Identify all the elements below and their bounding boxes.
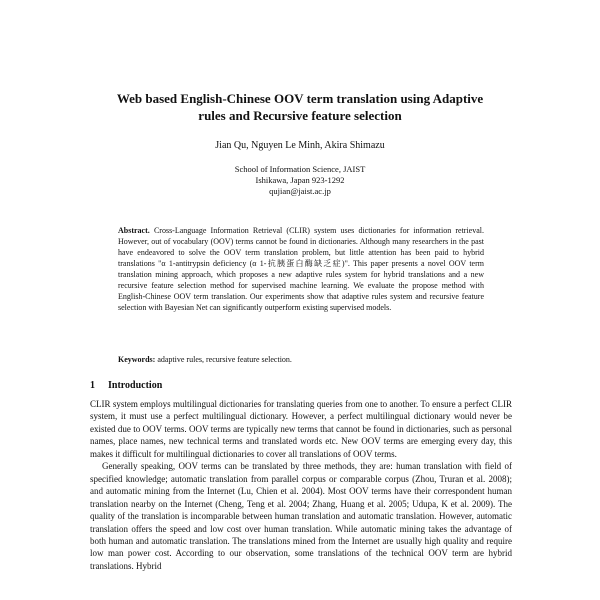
affiliation-school: School of Information Science, JAIST	[234, 164, 366, 174]
section-heading	[90, 380, 162, 391]
title-line-1: Web based English-Chinese OOV term translation using Adaptive	[116, 91, 484, 106]
section-title: Introduction	[108, 380, 163, 391]
keywords-label: Keywords:	[118, 355, 156, 364]
affiliation-address: Ishikawa, Japan 923-1292	[255, 175, 345, 185]
abstract	[118, 225, 484, 313]
section-number: 1	[90, 380, 95, 391]
keywords	[118, 354, 484, 365]
paragraph: CLIR system employs multilingual dictionaries for translating queries from one to another. To ensure a perfect CLIR system, it must use a perfect multilingual dictionary. However, a perfect multilingual dictionary would never be existed due to OOV terms. OOV terms are typically new terms that cannot be found in dictionaries, such as personal names, place names, new technical terms and translated words etc. New OOV terms are emerging every day, this makes it difficult for multilingual dictionaries to cover all translations of OOV terms.	[90, 399, 512, 459]
author-list: Jian Qu, Nguyen Le Minh, Akira Shimazu	[215, 140, 385, 151]
affiliation	[60, 164, 540, 197]
paper-title	[60, 90, 540, 124]
affiliation-email: qujian@jaist.ac.jp	[269, 186, 331, 196]
abstract-label: Abstract.	[118, 226, 150, 235]
keywords-text: adaptive rules, recursive feature selection.	[157, 355, 292, 364]
title-line-2: rules and Recursive feature selection	[198, 108, 402, 123]
section-body	[90, 398, 512, 572]
paragraph: Generally speaking, OOV terms can be translated by three methods, they are: human translation with field of specified knowledge; automatic translation from parallel corpus or comparable corpus (Zhou, Truran et al. 2008); and automatic mining from the Internet (Lu, Chien et al. 2004). Most OOV terms have their correspondent human translation nearby on the Internet (Cheng, Teng et al. 2004; Zhang, Huang et al. 2005; Udupa, K et al. 2009). The quality of the translation is incomparable between human translation and automatic translation. However, automatic translation offers the speed and low cost over human translation. While automatic mining takes the advantage of both human and automatic translation. The translations mined from the Internet are usually high quality and require low man power cost. According to our observation, some translations of the technical OOV term are hybrid translations. Hybrid	[90, 461, 512, 571]
abstract-text: Cross-Language Information Retrieval (CLIR) system uses dictionaries for information retrieval. However, out of vocabulary (OOV) terms cannot be found in dictionaries. Although many researchers in the past have endeavored to solve the OOV term translation problem, but little attention has been paid to hybrid translations "α 1-antitrypsin deficiency (α 1-抗胰蛋白酶缺乏症)". This paper presents a novel OOV term translation mining approach, which proposes a new adaptive rules system for hybrid translations and a new recursive feature selection method for supervised machine learning. We evaluate the propose method with English-Chinese OOV term translation. Our experiments show that adaptive rules system and recursive feature selection with Bayesian Net can significantly outperform existing supervised models.	[118, 226, 485, 312]
